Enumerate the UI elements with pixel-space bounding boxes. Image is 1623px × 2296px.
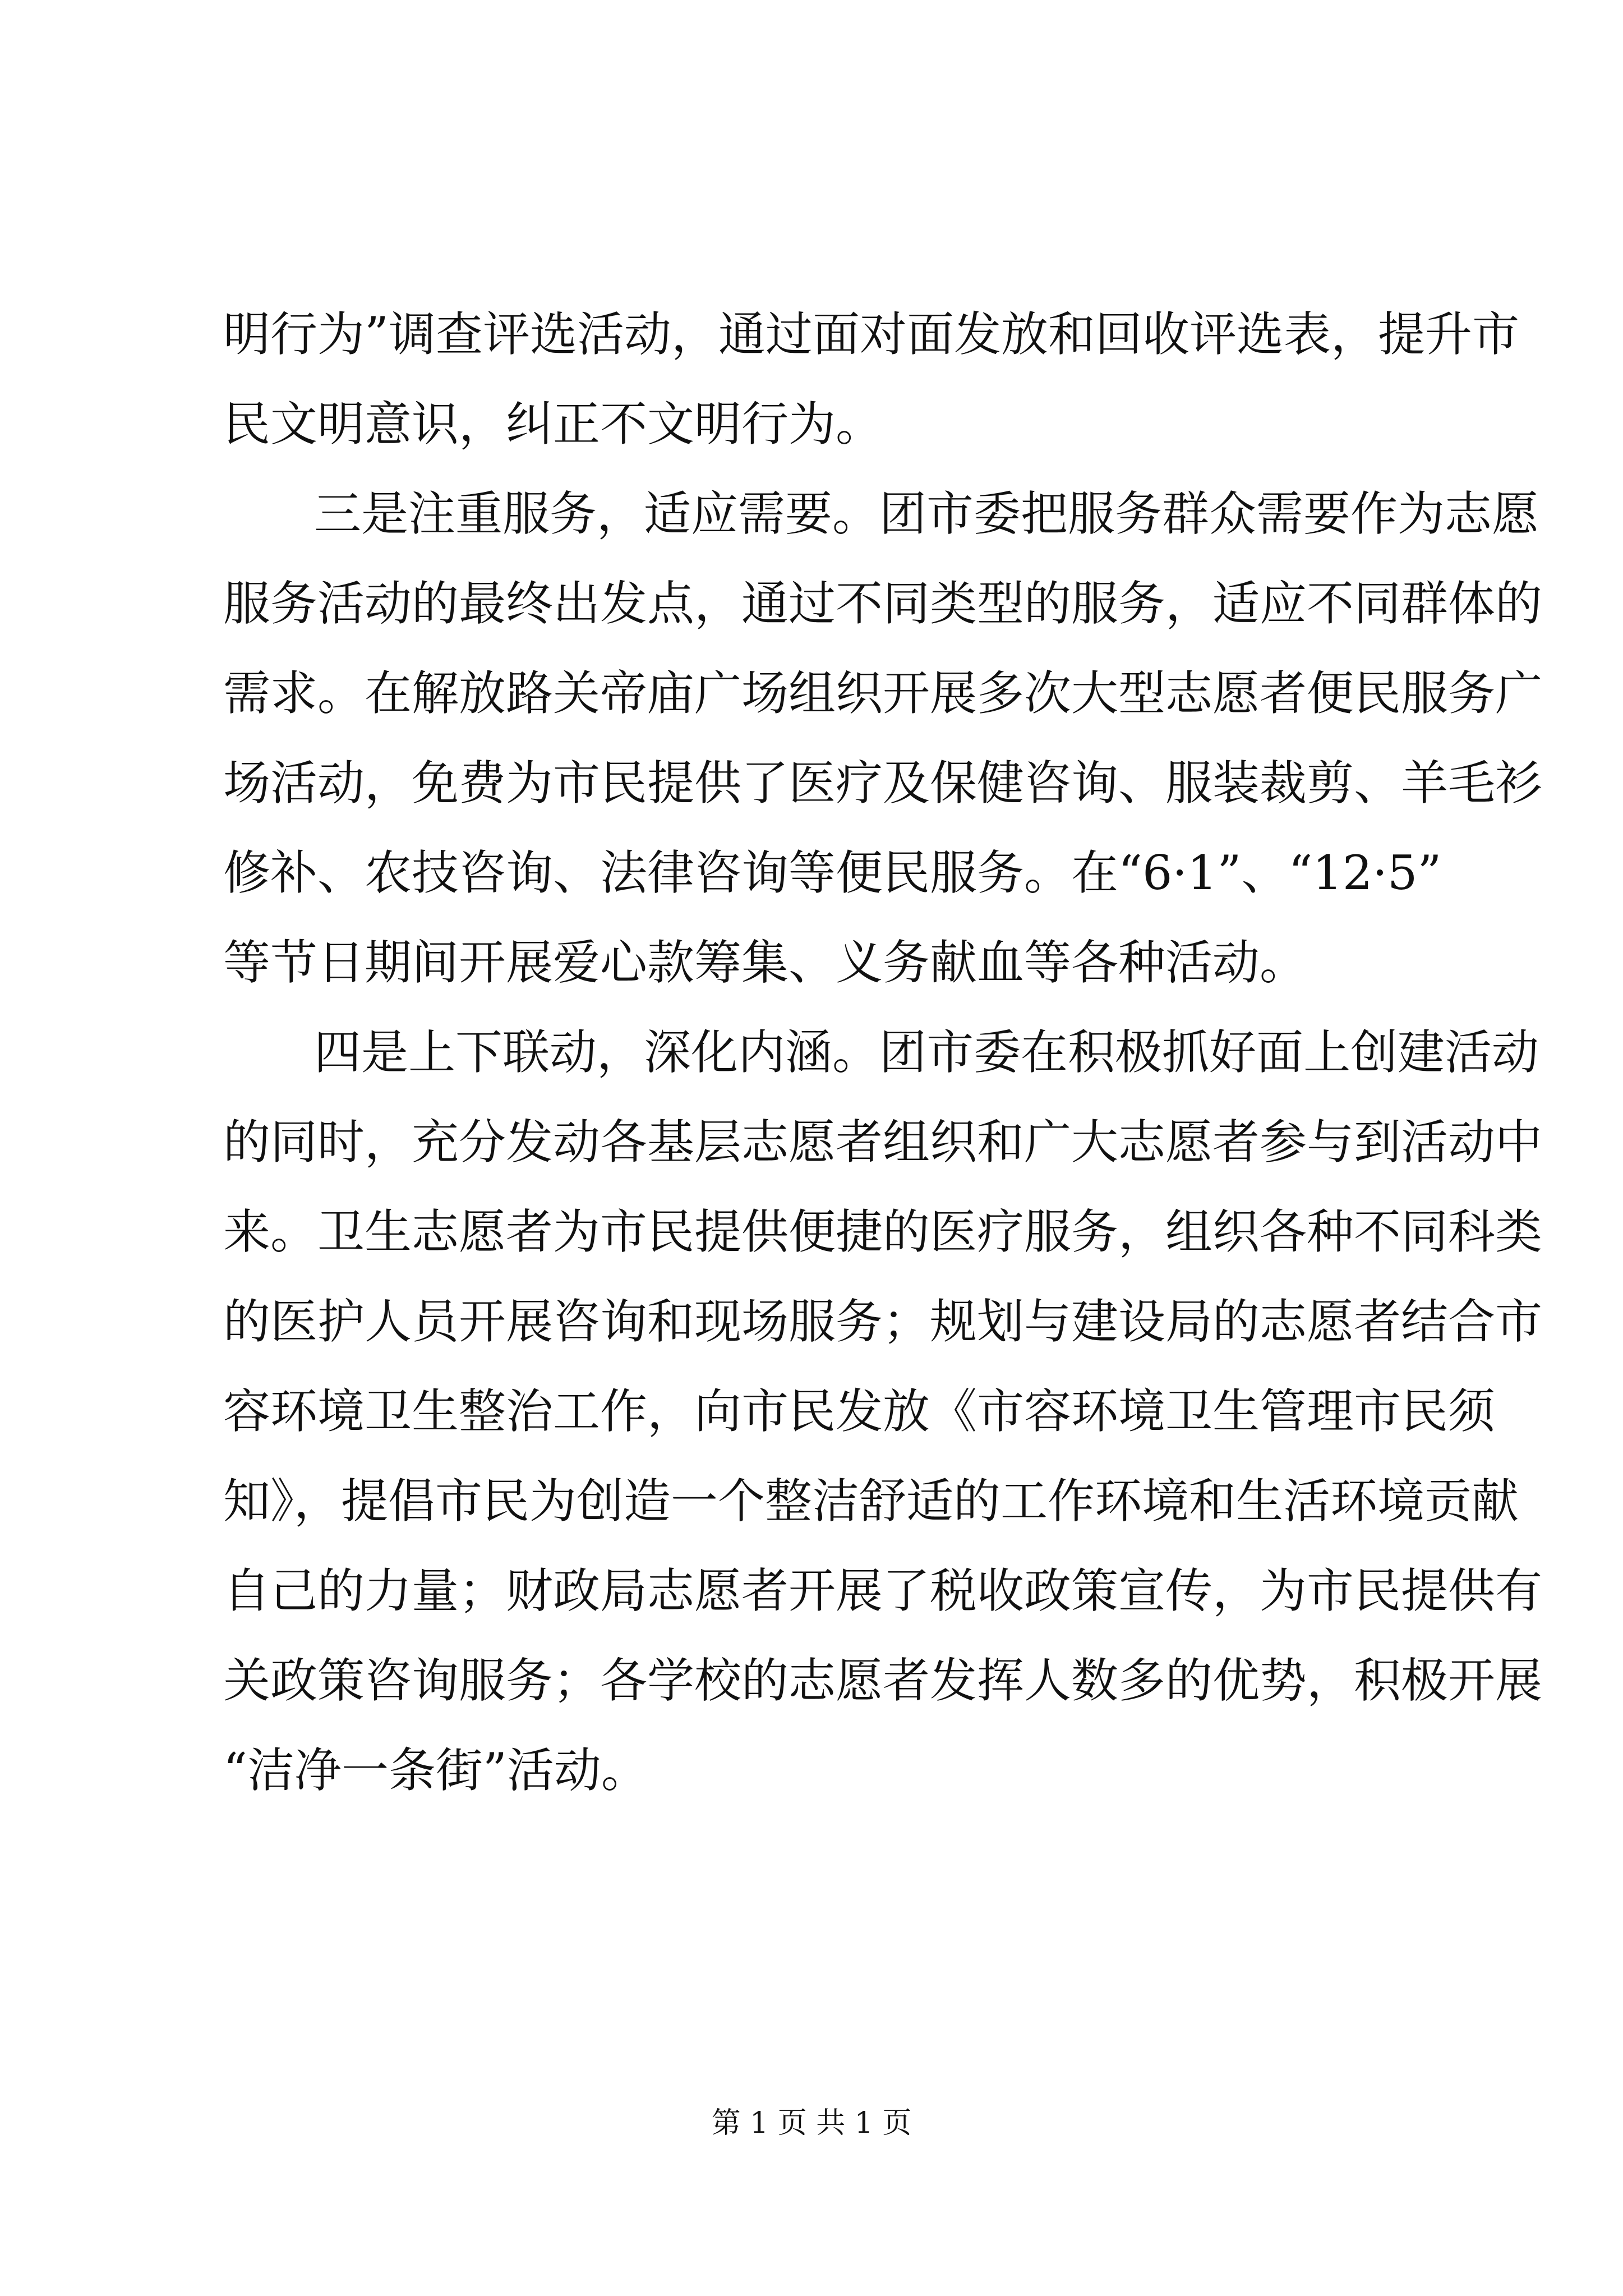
paragraph-1-line-1: 明行为”调查评选活动，通过面对面发放和回收评选表，提升市 — [223, 307, 1519, 362]
paragraph-2-line-3: 需求。在解放路关帝庙广场组织开展多次大型志愿者便民服务广 — [223, 666, 1543, 721]
paragraph-3-line-7: 自己的力量；财政局志愿者开展了税收政策宣传，为市民提供有 — [223, 1563, 1543, 1618]
paragraph-2-line-1: 三是注重服务，适应需要。团市委把服务群众需要作为志愿 — [314, 486, 1539, 541]
paragraph-2-line-5: 修补、农技咨询、法律咨询等便民服务。在“6·1”、“12·5” — [223, 845, 1442, 900]
paragraph-3-line-1: 四是上下联动，深化内涵。团市委在积极抓好面上创建活动 — [314, 1025, 1539, 1080]
paragraph-3-line-6: 知》，提倡市民为创造一个整洁舒适的工作环境和生活环境贡献 — [223, 1474, 1519, 1529]
paragraph-1-line-2: 民文明意识，纠正不文明行为。 — [223, 397, 883, 452]
paragraph-3-line-9: “洁净一条街”活动。 — [223, 1743, 648, 1798]
page-number-footer: 第 1 页 共 1 页 — [711, 2106, 912, 2140]
paragraph-2-line-6: 等节日期间开展爱心款筹集、义务献血等各种活动。 — [223, 935, 1307, 990]
paragraph-3-line-3: 来。卫生志愿者为市民提供便捷的医疗服务，组织各种不同科类 — [223, 1204, 1543, 1259]
paragraph-2-line-4: 场活动，免费为市民提供了医疗及保健咨询、服装裁剪、羊毛衫 — [223, 756, 1543, 811]
paragraph-3-line-2: 的同时，充分发动各基层志愿者组织和广大志愿者参与到活动中 — [223, 1115, 1543, 1170]
paragraph-2-line-2: 服务活动的最终出发点，通过不同类型的服务，适应不同群体的 — [223, 576, 1543, 631]
paragraph-3-line-8: 关政策咨询服务；各学校的志愿者发挥人数多的优势，积极开展 — [223, 1653, 1543, 1708]
paragraph-3-line-4: 的医护人员开展咨询和现场服务；规划与建设局的志愿者结合市 — [223, 1294, 1543, 1349]
paragraph-3-line-5: 容环境卫生整治工作，向市民发放《市容环境卫生管理市民须 — [223, 1384, 1496, 1439]
